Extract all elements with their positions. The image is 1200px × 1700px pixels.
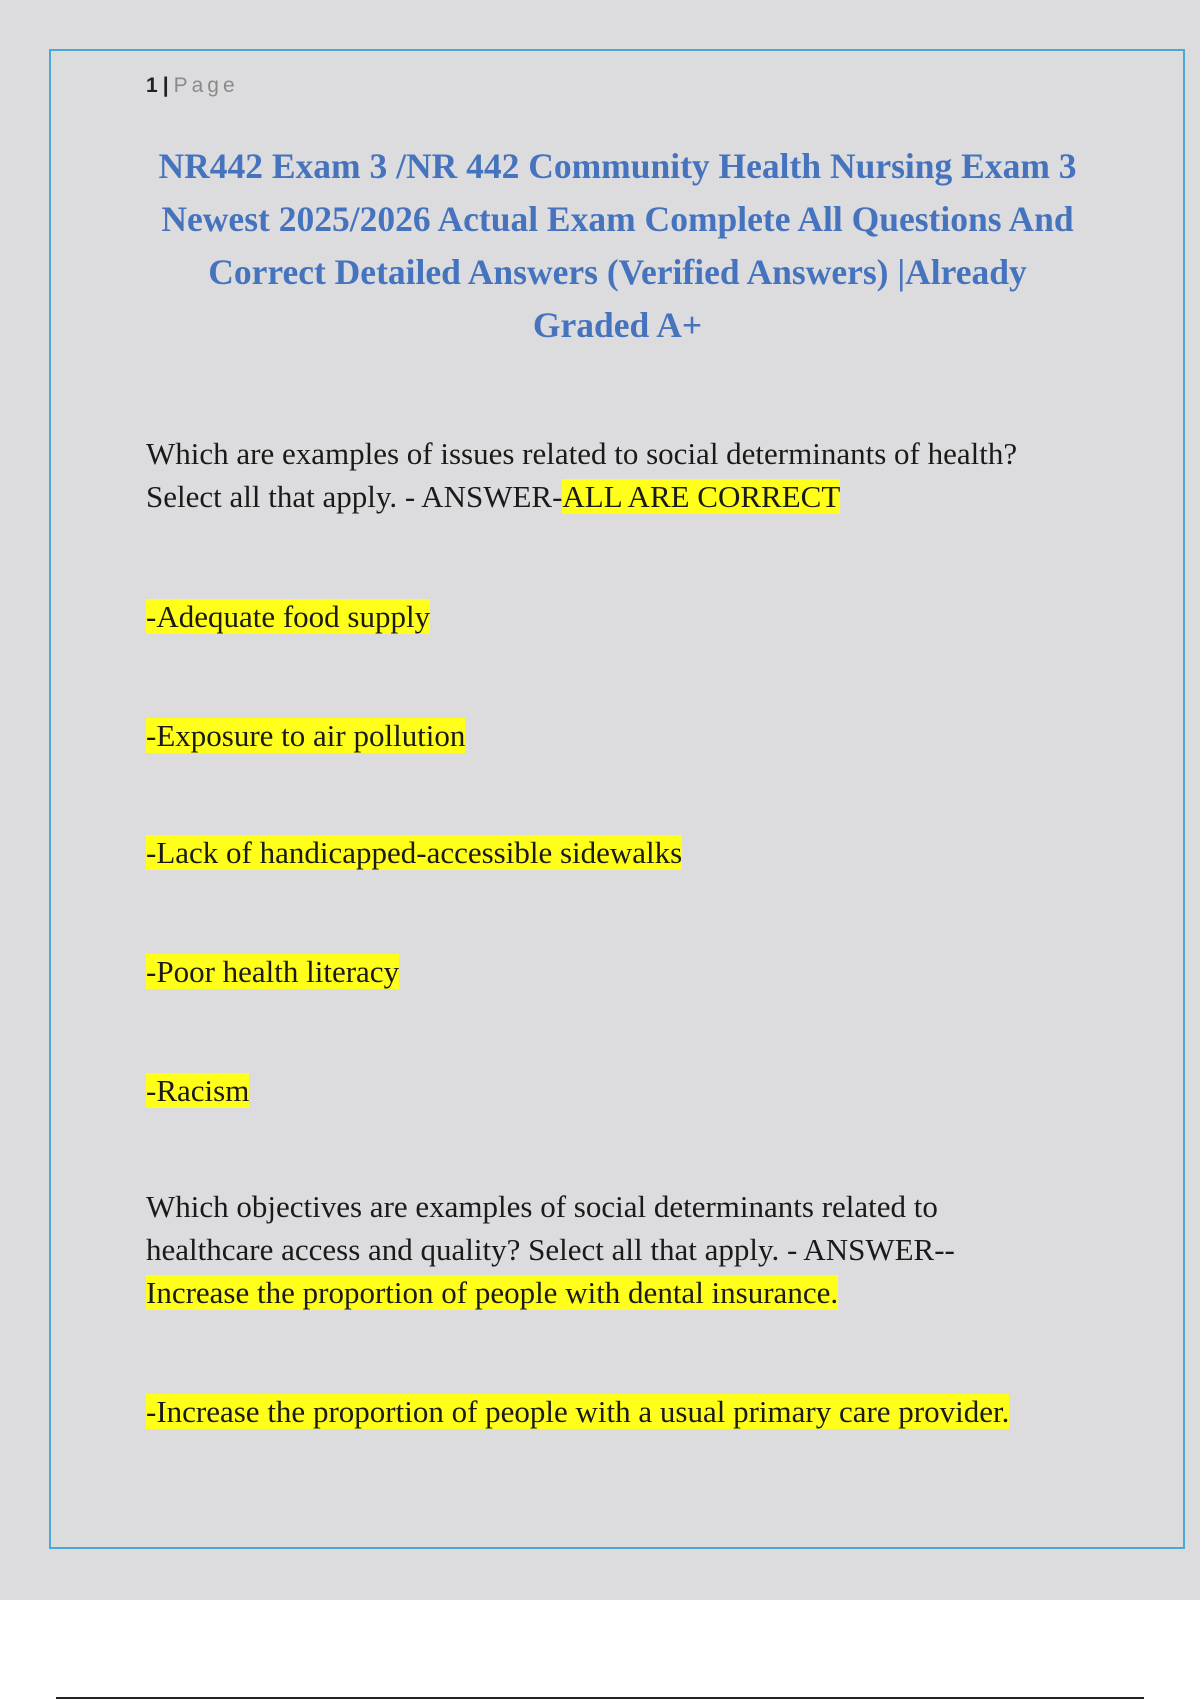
next-page-rule [56, 1697, 1144, 1699]
answer-option [146, 831, 682, 874]
answer-option-text: -Lack of handicapped-accessible sidewalks [146, 835, 683, 870]
page-number-header [146, 74, 239, 98]
answer-option-text: -Poor health literacy [146, 954, 400, 989]
answer-option [146, 714, 465, 757]
answer-option-text: -Adequate food supply [146, 599, 431, 634]
title-line-2: Newest 2025/2026 Actual Exam Complete All Questions And [161, 199, 1074, 239]
question-2-line-1: Which objectives are examples of social determinants related to [146, 1189, 938, 1224]
title-line-1: NR442 Exam 3 /NR 442 Community Health Nursing Exam 3 [158, 146, 1077, 186]
page-number: 1 [146, 74, 159, 97]
document-title [120, 140, 1115, 352]
question-1 [146, 432, 1017, 518]
question-2-answer-2: -Increase the proportion of people with a usual primary care provider. [146, 1394, 1010, 1429]
question-1-line-2: Select all that apply. - ANSWER- [146, 479, 563, 514]
question-2-line-2: healthcare access and quality? Select all that apply. - ANSWER-- [146, 1232, 955, 1267]
answer-option-text: -Exposure to air pollution [146, 718, 466, 753]
page-word: Page [173, 74, 239, 97]
answer-option [146, 950, 399, 993]
answer-option [146, 595, 430, 638]
page-separator: | [162, 74, 170, 97]
title-line-3: Correct Detailed Answers (Verified Answers) |Already [208, 252, 1027, 292]
answer-option [146, 1069, 249, 1112]
question-1-answer: ALL ARE CORRECT [562, 479, 841, 514]
question-2-answer-1: Increase the proportion of people with dental insurance. [146, 1275, 839, 1310]
question-2-answer-2-row [146, 1390, 1009, 1433]
title-line-4: Graded A+ [532, 305, 703, 345]
question-1-line-1: Which are examples of issues related to social determinants of health? [146, 436, 1018, 471]
question-2 [146, 1185, 955, 1314]
answer-option-text: -Racism [146, 1073, 250, 1108]
